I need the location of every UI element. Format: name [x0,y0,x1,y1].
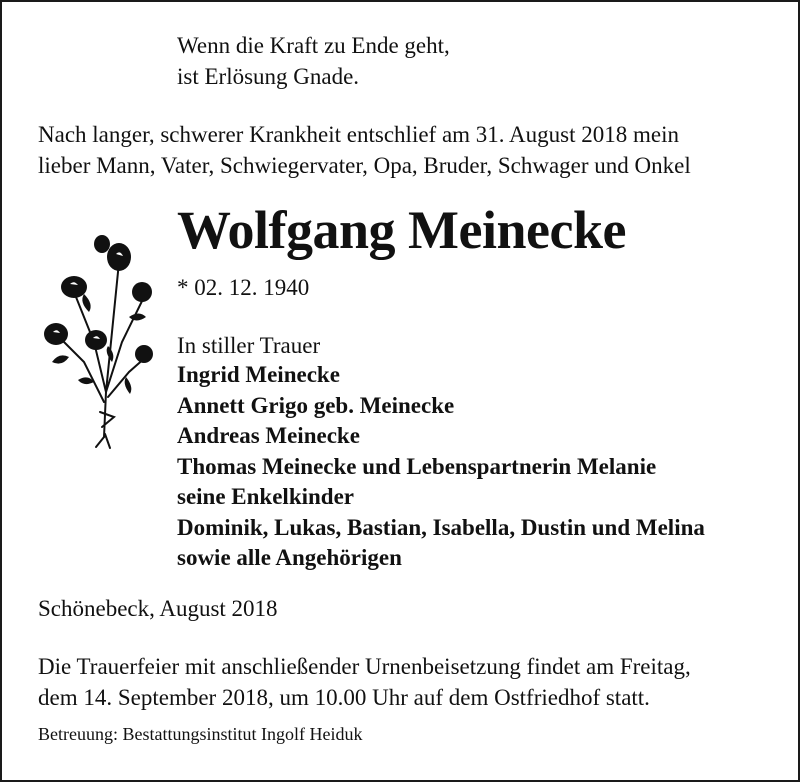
motto-line: Wenn die Kraft zu Ende geht, [177,33,450,58]
deceased-name: Wolfgang Meinecke [177,200,626,260]
place-date: Schönebeck, August 2018 [38,596,278,621]
intro-line: Nach langer, schwerer Krankheit entschlief am 31. August 2018 mein [38,122,679,147]
intro-text [38,119,691,181]
birth-date: * 02. 12. 1940 [177,275,310,300]
mourners-list [177,360,705,574]
mourner-name: sowie alle Angehörigen [177,545,402,570]
mourner-name: Ingrid Meinecke [177,362,340,387]
rose-bouquet-icon [34,222,154,457]
funeral-home-credit: Betreuung: Bestattungsinstitut Ingolf Heiduk [38,724,363,744]
mourner-name: seine Enkelkinder [177,484,355,509]
intro-line: lieber Mann, Vater, Schwiegervater, Opa, Bruder, Schwager und Onkel [38,153,691,178]
mourner-name: Annett Grigo geb. Meinecke [177,392,455,418]
motto [177,30,450,92]
service-info [38,651,691,713]
mourner-name: Andreas Meinecke [177,423,360,448]
service-line: dem 14. September 2018, um 10.00 Uhr auf dem Ostfriedhof statt. [38,685,650,710]
mourning-heading: In stiller Trauer [177,333,321,358]
motto-line: ist Erlösung Gnade. [177,64,360,89]
mourner-name: Dominik, Lukas, Bastian, Isabella, Dustin und Melina [177,514,705,540]
mourner-name: Thomas Meinecke und Lebenspartnerin Melanie [177,453,657,479]
service-line: Die Trauerfeier mit anschließender Urnenbeisetzung findet am Freitag, [38,654,691,679]
